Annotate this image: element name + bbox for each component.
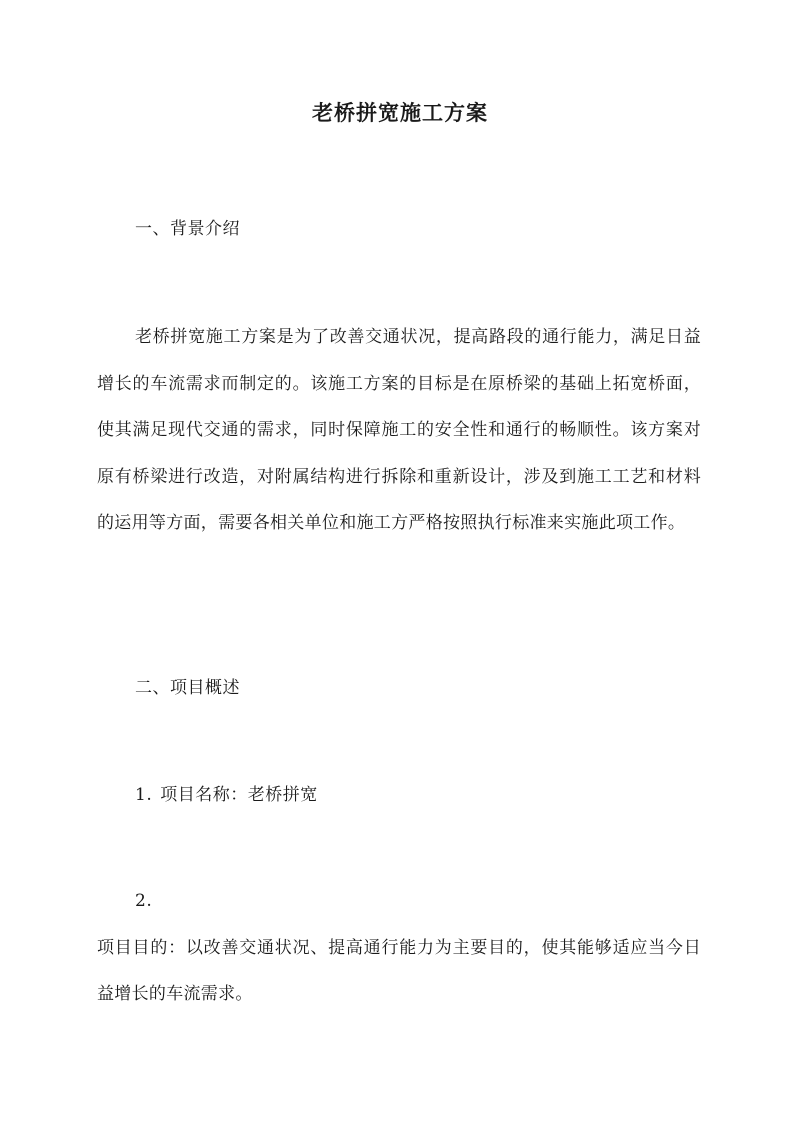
list-item-number: 1. xyxy=(135,785,153,805)
list-item-text: 项目名称：老桥拼宽 xyxy=(160,785,318,805)
project-purpose-paragraph: 项目目的：以改善交通状况、提高通行能力为主要目的，使其能够适应当今日益增长的车流需求。 xyxy=(97,938,701,1004)
list-item-number-2: 2. xyxy=(135,891,153,911)
section-heading-background: 一、背景介绍 xyxy=(135,219,240,239)
list-item-project-name xyxy=(135,781,318,809)
document-title: 老桥拼宽施工方案 xyxy=(312,100,488,125)
background-paragraph: 老桥拼宽施工方案是为了改善交通状况，提高路段的通行能力，满足日益增长的车流需求而制定的。该施工方案的目标是在原桥梁的基础上拓宽桥面，使其满足现代交通的需求，同时保障施工的安全性和通行的畅顺性。该方案对原有桥梁进行改造，对附属结构进行拆除和重新设计，涉及到施工工艺和材料的运用等方面，需要各相关单位和施工方严格按照执行标准来实施此项工作。 xyxy=(97,327,701,533)
section-heading-overview: 二、项目概述 xyxy=(135,678,240,698)
